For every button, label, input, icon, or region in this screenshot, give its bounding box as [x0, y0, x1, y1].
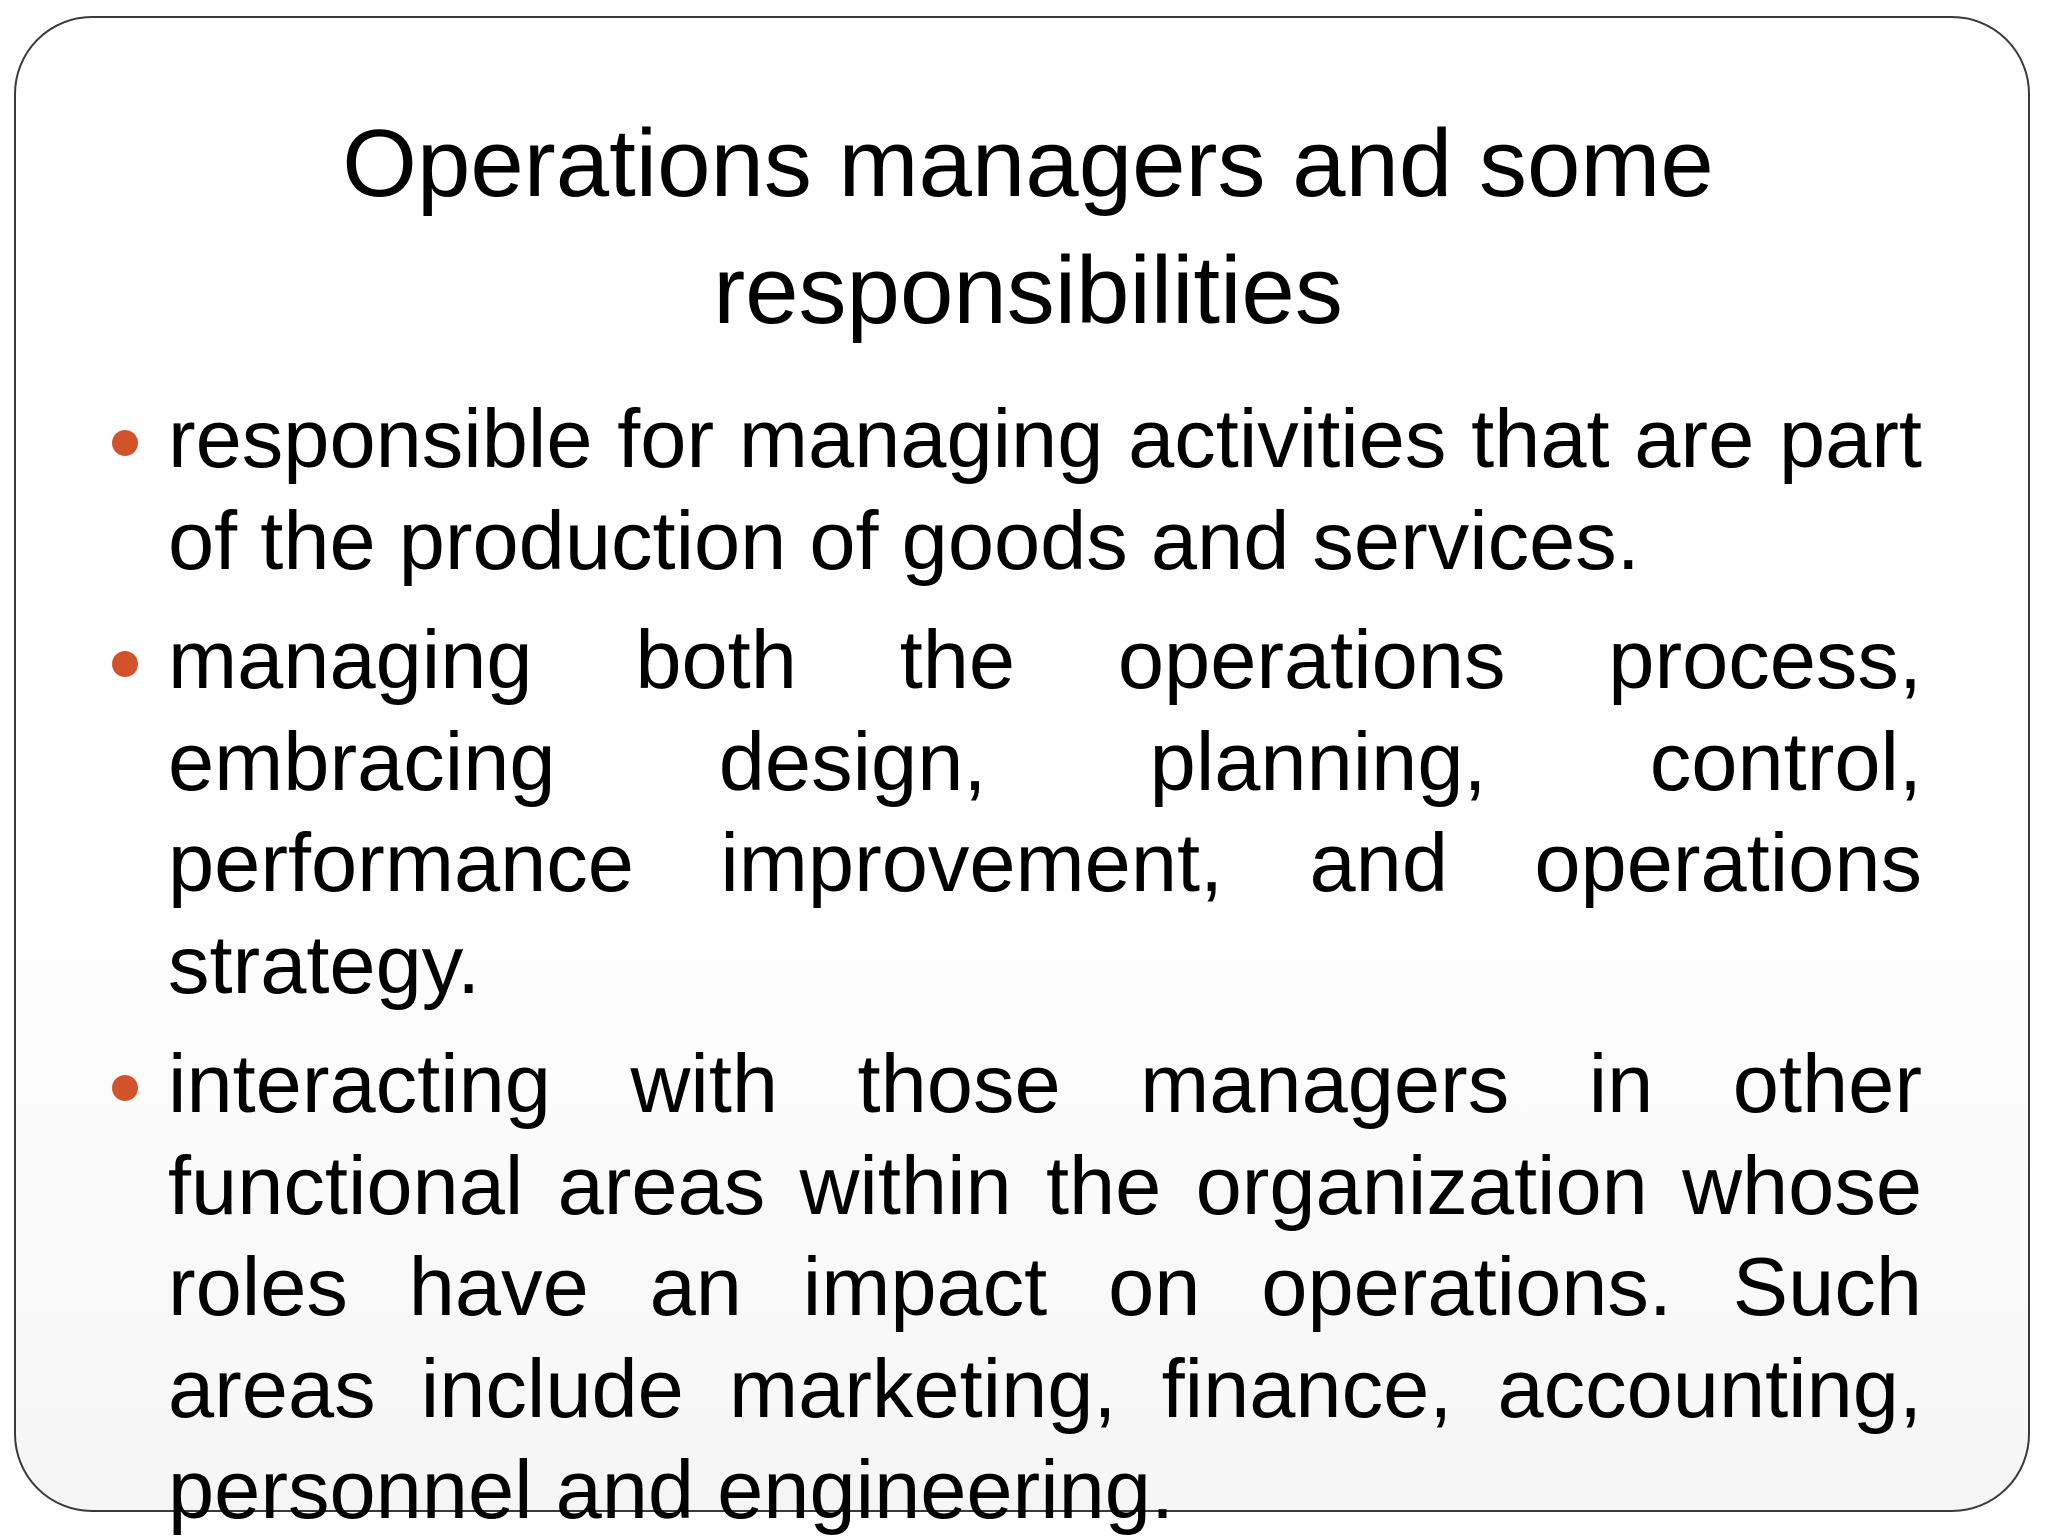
bullet-list	[0, 388, 2048, 1536]
bullet-text: responsible for managing activities that are part of the production of goods and services.	[168, 392, 1922, 587]
bullet-dot-icon	[112, 651, 138, 677]
bullet-dot-icon	[112, 430, 138, 456]
slide-title: Operations managers and some responsibilities	[342, 110, 1714, 344]
bullet-text: interacting with those managers in other functional areas within the organization whose roles have an impact on operations. Such areas include marketing, finance, accounting, personnel and engineering.	[168, 1037, 1922, 1536]
bullet-item	[0, 609, 2048, 1015]
bullet-text: managing both the operations process, embracing design, planning, control, performance improvement, and operations strategy.	[168, 613, 1922, 1011]
bullet-item	[0, 388, 2048, 591]
bullet-item	[0, 1033, 2048, 1536]
bullet-dot-icon	[112, 1075, 138, 1101]
